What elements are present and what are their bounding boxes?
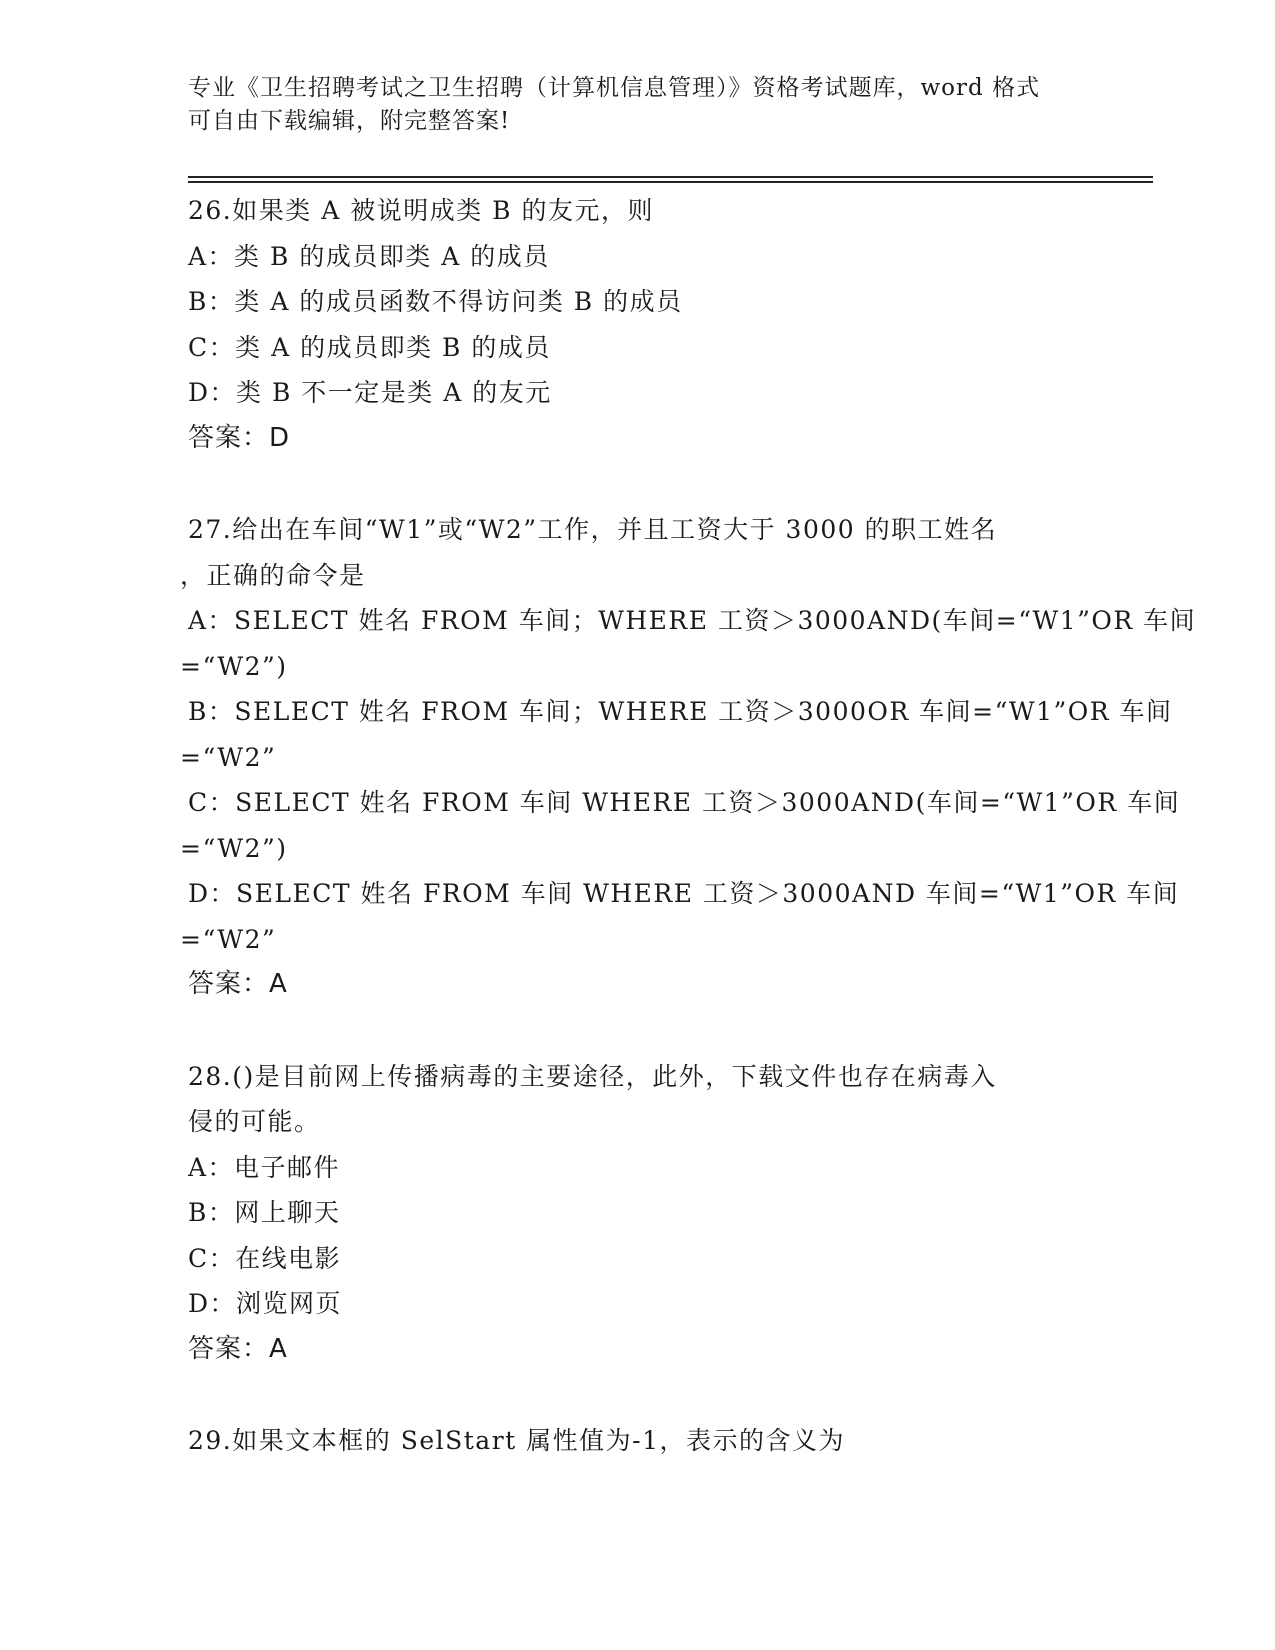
header-line-1: 专业《卫生招聘考试之卫生招聘（计算机信息管理）》资格考试题库，word 格式 <box>188 75 1041 101</box>
answer-label: 答案：D <box>188 422 291 453</box>
header-line-2: 可自由下载编辑，附完整答案! <box>188 108 511 134</box>
question-list <box>180 188 1197 1510</box>
option-a-continued: =“W2”) <box>180 651 288 681</box>
option-c: C：在线电影 <box>188 1243 342 1273</box>
option-b-continued: =“W2” <box>180 742 277 772</box>
option-a: A：电子邮件 <box>188 1152 341 1182</box>
question-stem: 28.()是目前网上传播病毒的主要途径，此外，下载文件也存在病毒入 <box>188 1061 997 1091</box>
header-rule-top <box>188 176 1153 178</box>
answer-label: 答案：A <box>188 969 288 999</box>
question-stem: 26.如果类 A 被说明成类 B 的友元，则 <box>188 196 654 225</box>
document-header <box>188 72 1088 138</box>
option-c-continued: =“W2”) <box>180 833 288 863</box>
option-b: B：网上聊天 <box>188 1198 341 1227</box>
question-stem-continued: ，正确的命令是 <box>180 560 366 590</box>
option-d: D：SELECT 姓名 FROM 车间 WHERE 工资＞3000AND 车间=“W1”OR 车间 <box>188 879 1180 908</box>
option-a: A：SELECT 姓名 FROM 车间；WHERE 工资＞3000AND(车间=“W1”OR 车间 <box>188 606 1197 635</box>
option-b: B：SELECT 姓名 FROM 车间；WHERE 工资＞3000OR 车间=“W1”OR 车间 <box>188 697 1173 726</box>
option-d-continued: =“W2” <box>180 924 277 954</box>
option-a: A：类 B 的成员即类 A 的成员 <box>188 241 550 271</box>
question-stem: 27.给出在车间“W1”或“W2”工作，并且工资大于 3000 的职工姓名 <box>188 515 998 544</box>
question-stem: 29.如果文本框的 SelStart 属性值为-1，表示的含义为 <box>188 1426 845 1455</box>
header-rule-bottom <box>188 181 1153 183</box>
question-29 <box>188 1418 1088 1464</box>
option-c: C：SELECT 姓名 FROM 车间 WHERE 工资＞3000AND(车间=“W1”OR 车间 <box>188 788 1181 817</box>
question-26 <box>188 188 1088 461</box>
question-stem-continued: 侵的可能。 <box>188 1107 321 1136</box>
answer-label: 答案：A <box>188 1333 288 1364</box>
option-c: C：类 A 的成员即类 B 的成员 <box>188 332 551 362</box>
option-b: B：类 A 的成员函数不得访问类 B 的成员 <box>188 287 683 316</box>
option-d: D：类 B 不一定是类 A 的友元 <box>188 378 552 407</box>
question-27 <box>180 507 1197 1008</box>
question-28 <box>188 1054 1088 1373</box>
option-d: D：浏览网页 <box>188 1289 343 1318</box>
